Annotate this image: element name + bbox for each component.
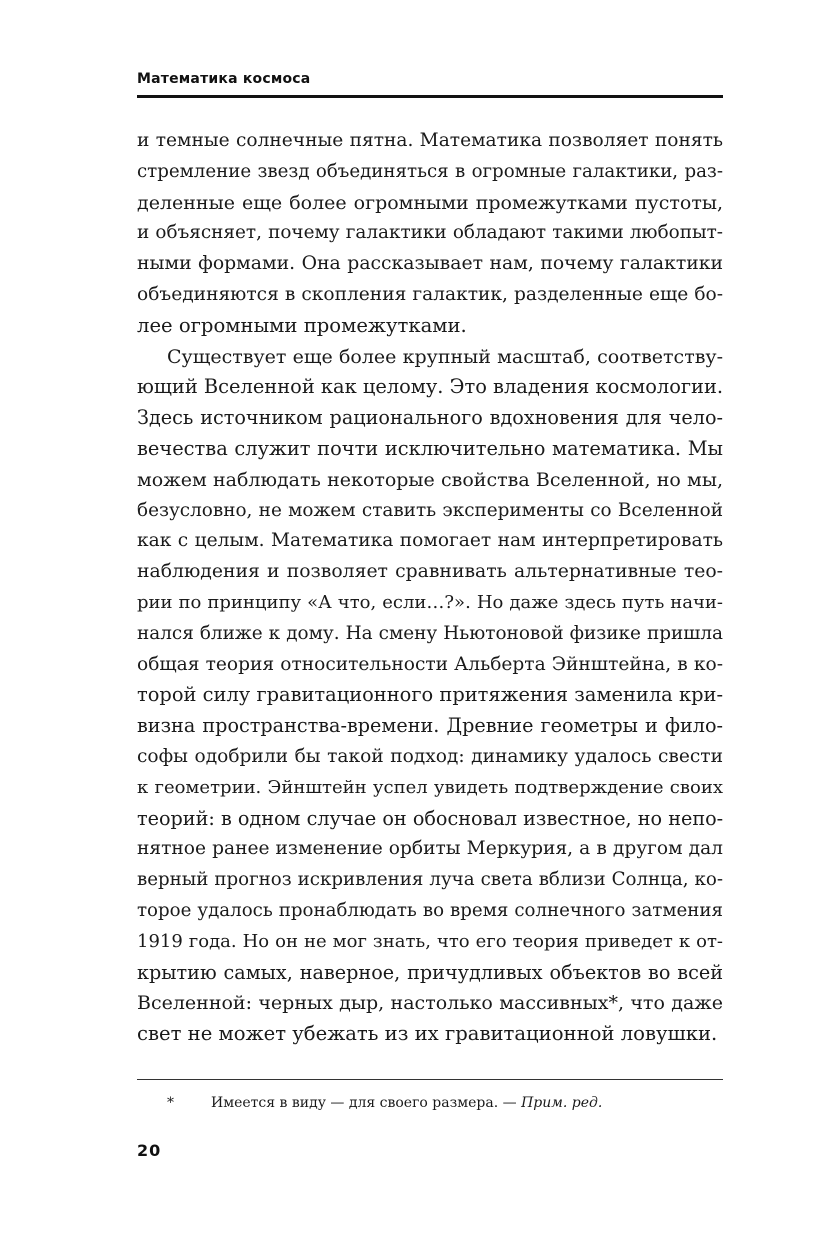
text-line: наблюдения и позволяет сравнивать альтернативные тео- — [137, 561, 723, 583]
body-text — [137, 126, 723, 1050]
text-line: верный прогноз искривления луча света вблизи Солнца, ко- — [137, 869, 723, 891]
text-line: теорий: в одном случае он обосновал известное, но непо- — [137, 806, 724, 830]
text-line: торое удалось пронаблюдать во время солнечного затмения — [137, 899, 723, 921]
text-line: Здесь источником рационального вдохновения для чело- — [137, 406, 723, 430]
text-line: лее огромными промежутками. — [137, 313, 467, 337]
text-line: вечества служит почти исключительно математика. Мы — [137, 436, 723, 460]
footnote-text: Имеется в виду — для своего размера. — — [211, 1095, 522, 1111]
text-line: свет не может убежать из их гравитационной ловушки. — [137, 1022, 718, 1046]
text-line: можем наблюдать некоторые свойства Вселенной, но мы, — [137, 468, 723, 491]
text-line: деленные еще более огромными промежутками пустоты, — [137, 191, 723, 214]
footnote-marker: * — [167, 1095, 174, 1111]
footnote-editor-note: Прим. ред. — [521, 1095, 603, 1111]
text-line: как с целым. Математика помогает нам интерпретировать — [137, 530, 723, 552]
text-line: к геометрии. Эйнштейн успел увидеть подтверждение своих — [137, 776, 723, 798]
running-title: Математика космоса — [137, 71, 311, 87]
text-line: крытию самых, наверное, причудливых объектов во всей — [137, 960, 723, 984]
footnote-rule — [137, 1079, 723, 1080]
text-line: и объясняет, почему галактики обладают такими любопыт- — [137, 222, 723, 244]
footnote — [167, 1095, 602, 1111]
text-line: софы одобрили бы такой подход: динамику удалось свести — [137, 745, 723, 767]
text-line: ющий Вселенной как целому. Это владения космологии. — [137, 375, 724, 399]
text-line: и темные солнечные пятна. Математика позволяет понять — [137, 130, 723, 151]
text-line: 1919 года. Но он не мог знать, что его теория приведет к от- — [137, 930, 723, 952]
text-line: Вселенной: черных дыр, настолько массивных*, что даже — [137, 992, 723, 1015]
text-line: стремление звезд объединяться в огромные галактики, раз- — [137, 160, 723, 182]
text-line: Существует еще более крупный масштаб, соответству- — [167, 345, 723, 368]
text-line: торой силу гравитационного притяжения заменила кри- — [137, 683, 723, 707]
text-line: безусловно, не можем ставить эксперименты со Вселенной — [137, 499, 723, 521]
text-line: нятное ранее изменение орбиты Меркурия, а в другом дал — [137, 838, 723, 860]
text-line: общая теория относительности Альберта Эйнштейна, в ко- — [137, 653, 723, 675]
text-line: объединяются в скопления галактик, разделенные еще бо- — [137, 283, 723, 305]
page-number: 20 — [137, 1141, 162, 1160]
text-line: рии по принципу «А что, если…?». Но даже здесь путь начи- — [137, 591, 723, 613]
text-line: ными формами. Она рассказывает нам, почему галактики — [137, 253, 723, 275]
text-line: нался ближе к дому. На смену Ньютоновой физике пришла — [137, 622, 723, 644]
header-rule — [137, 95, 723, 98]
text-line: визна пространства-времени. Древние геометры и фило- — [137, 714, 723, 738]
